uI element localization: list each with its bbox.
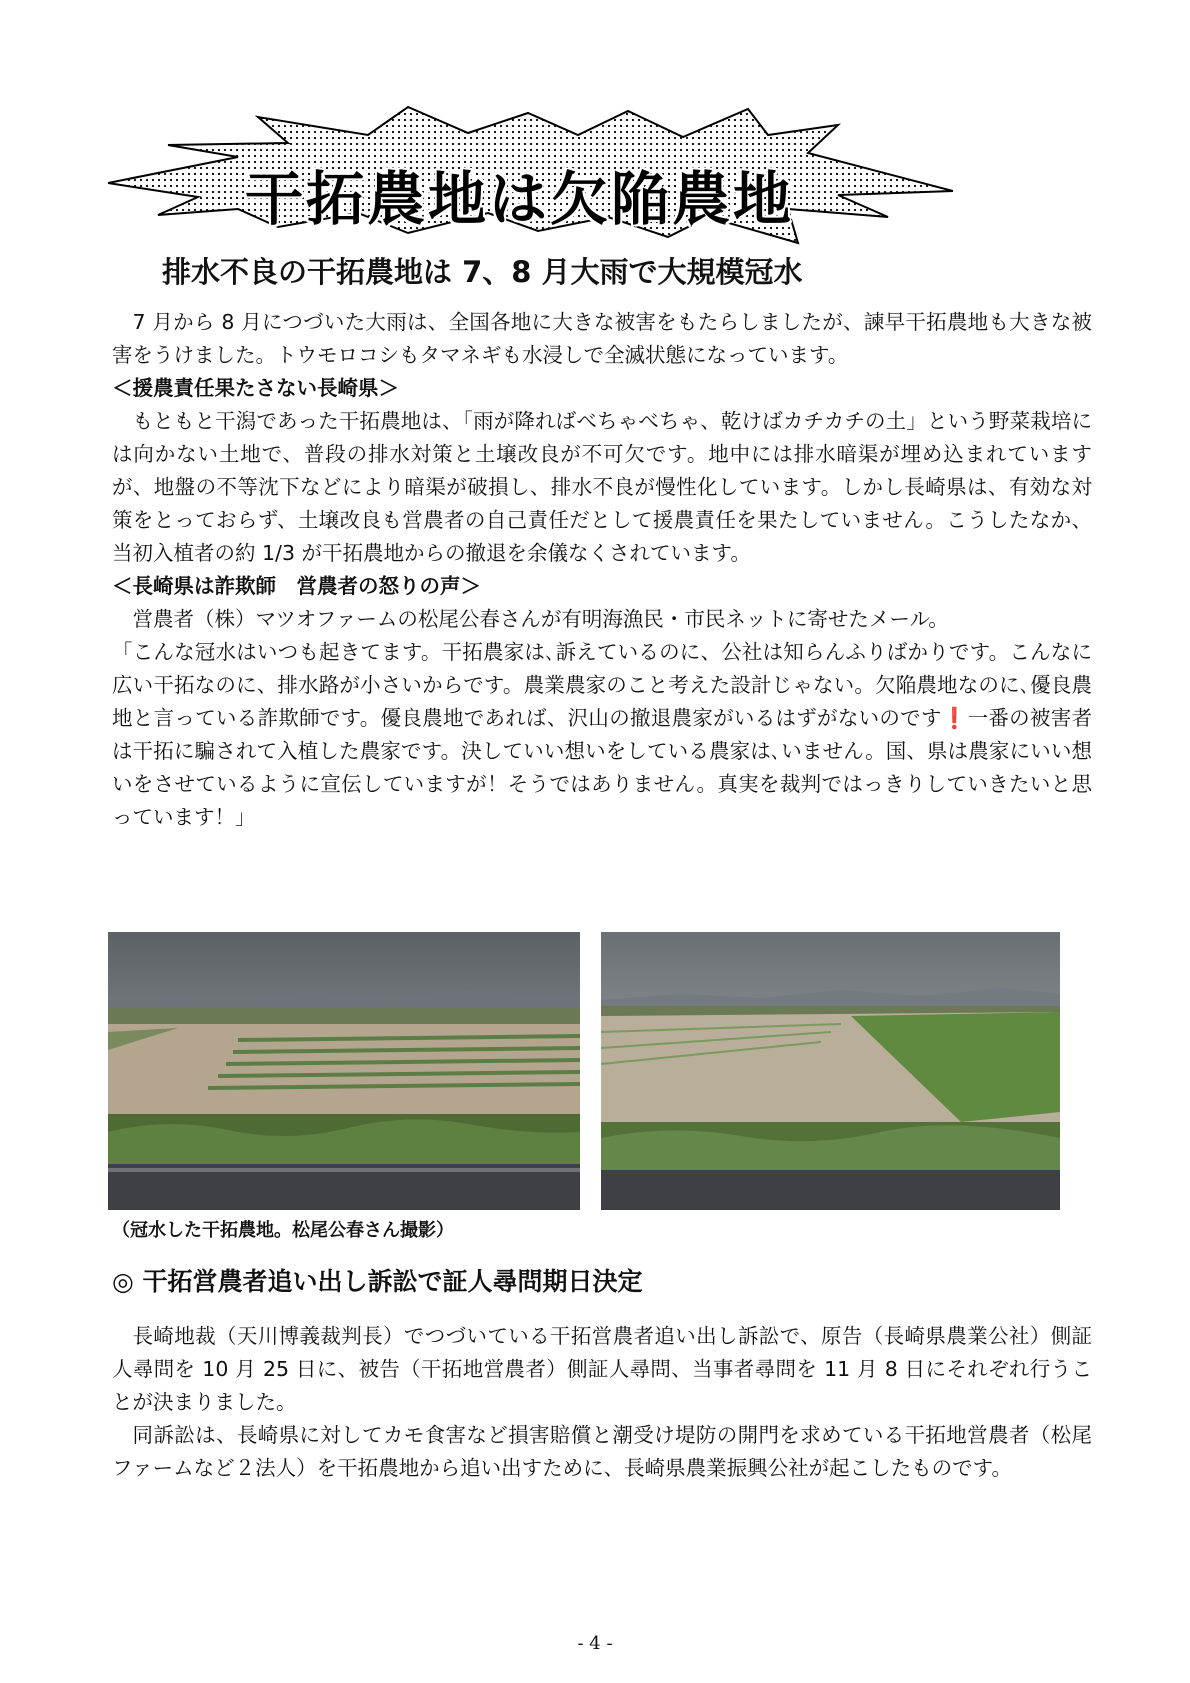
flooded-field-photo-2 [601, 932, 1060, 1210]
section2-paragraph-2: 同訴訟は、長崎県に対してカモ食害など損害賠償と潮受け堤防の開門を求めている干拓地営農者（松尾ファームなど２法人）を干拓農地から追い出すために、長崎県農業振興公社が起こしたものです。 [112, 1423, 1092, 1480]
section-label-nagasaki: ＜援農責任果たさない長崎県＞ [112, 376, 399, 400]
intro-paragraph: 7 月から 8 月につづいた大雨は、全国各地に大きな被害をもたらしましたが、諫早干拓農地も大きな被害をうけました。トウモロコシもタマネギも水浸しで全滅状態になっています。 [112, 310, 1092, 367]
section-b-paragraph: 営農者（株）マツオファームの松尾公春さんが有明海漁民・市民ネットに寄せたメール。 [132, 607, 949, 631]
article-subheading: 排水不良の干拓農地は 7、8 月大雨で大規模冠水 [162, 255, 803, 289]
article-body [112, 306, 1092, 834]
section2-body [112, 1320, 1092, 1485]
section-a-paragraph: もともと干潟であった干拓農地は、「雨が降ればべちゃべちゃ、乾けばカチカチの土」という野菜栽培には向かない土地で、普段の排水対策と土壌改良が不可欠です。地中には排水暗渠が埋め込まれていますが、地盤の不等沈下などにより暗渠が破損し、排水不良が慢性化しています。しかし長崎県は、有効な対策をとっておらず、土壌改良も営農者の自己責任だとして援農責任を果たしていません。こうしたなか、当初入植者の約 1/3 が干拓農地からの撤退を余儀なくされています。 [112, 409, 1092, 565]
flooded-field-photo-1 [108, 932, 580, 1210]
section-label-fraud: ＜長崎県は詐欺師 営農者の怒りの声＞ [112, 574, 481, 598]
banner-title: 干拓農地は欠陥農地 [245, 165, 795, 233]
photo-caption: （冠水した干拓農地。松尾公春さん撮影） [112, 1220, 454, 1241]
section2-heading: ◎ 干拓営農者追い出し訴訟で証人尋問期日決定 [112, 1267, 643, 1296]
section2-paragraph-1: 長崎地裁（天川博義裁判長）でつづいている干拓営農者追い出し訴訟で、原告（長崎県農業公社）側証人尋問を 10 月 25 日に、被告（干拓地営農者）側証人尋問、当事者尋問を 11 月 8 日にそれぞれ行うことが決まりました。 [112, 1324, 1092, 1414]
farmer-quote: 「こんな冠水はいつも起きてます。干拓農家は､訴えているのに、公社は知らんふりばかりです。こんなに広い干拓なのに、排水路が小さいからです。農業農家のこと考えた設計じゃない。欠陥農地なのに､優良農地と言っている詐欺師です。優良農地であれば、沢山の撤退農家がいるはずがないのです❗一番の被害者は干拓に騙されて入植した農家です。決していい想いをしている農家は､いません。国、県は農家にいい想いをさせているように宣伝していますが！そうではありません。真実を裁判ではっきりしていきたいと思っています！」 [112, 640, 1092, 829]
page-number: - 4 - [577, 1633, 613, 1654]
